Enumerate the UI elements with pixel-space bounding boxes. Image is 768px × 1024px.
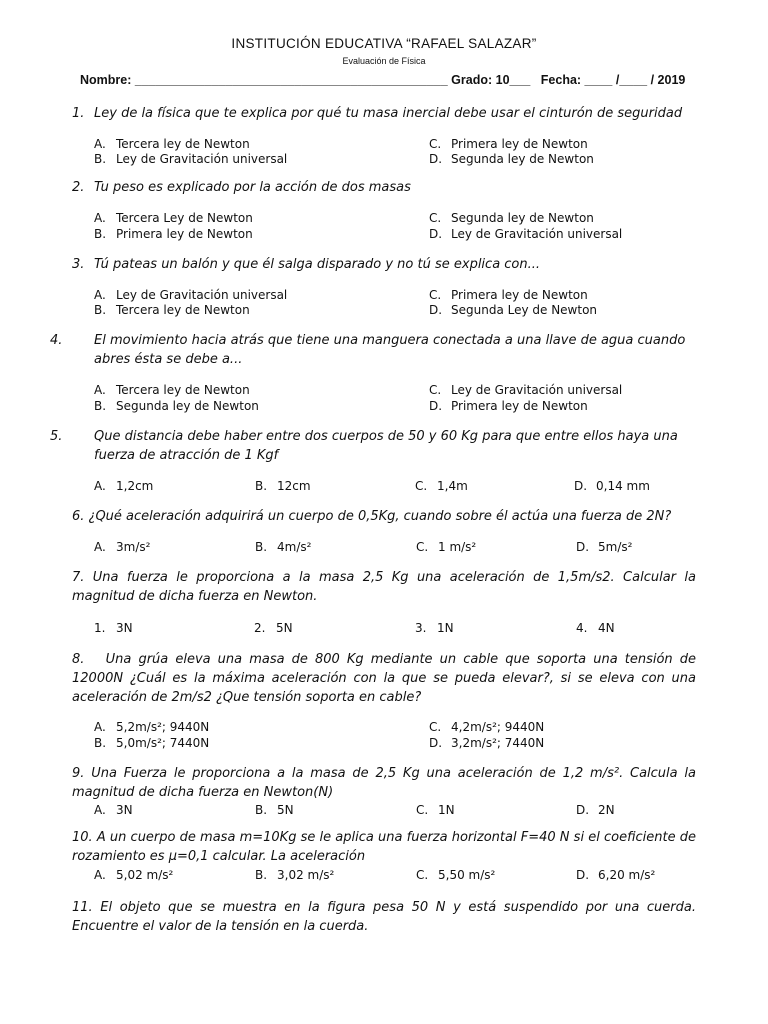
- option-2a: [94, 211, 253, 226]
- option-text: Tercera ley de Newton: [116, 303, 250, 317]
- option-text: Ley de Gravitación universal: [451, 383, 623, 397]
- option-6a: [94, 540, 150, 555]
- question-text: Una grúa eleva una masa de 800 Kg mediante un cable que soporta una tensión de 12000N ¿Cuál es la máxima aceleración con la que se pueda elevar?, si se eleva con una aceleración de 2m/s2 ¿Que tensión soporta en cable?: [72, 652, 696, 705]
- option-letter: C.: [429, 720, 442, 734]
- option-text: 12cm: [277, 479, 311, 493]
- question-3: [72, 255, 696, 274]
- option-text: Segunda ley de Newton: [451, 152, 594, 166]
- option-letter: 3.: [415, 621, 427, 635]
- option-letter: A.: [94, 540, 106, 554]
- question-4: [50, 331, 696, 369]
- option-text: 4m/s²: [277, 540, 312, 554]
- option-letter: C.: [429, 137, 442, 151]
- option-6d: [576, 540, 632, 555]
- question-7: [72, 568, 696, 606]
- option-5c: [415, 479, 468, 494]
- option-letter: A.: [94, 479, 106, 493]
- option-letter: B.: [255, 868, 268, 882]
- option-letter: B.: [255, 540, 268, 554]
- option-letter: A.: [94, 211, 106, 225]
- option-6b: [255, 540, 311, 555]
- question-text: Tú pateas un balón y que él salga disparado y no tú se explica con...: [94, 257, 541, 272]
- question-number: 11.: [72, 900, 93, 915]
- question-8: [72, 650, 696, 707]
- option-text: 5,02 m/s²: [116, 868, 174, 882]
- option-text: 3,2m/s²; 7440N: [451, 736, 545, 750]
- option-text: Primera ley de Newton: [451, 288, 588, 302]
- option-text: 1,4m: [437, 479, 468, 493]
- option-letter: B.: [94, 399, 107, 413]
- question-number: 6.: [72, 509, 85, 524]
- option-letter: B.: [94, 152, 107, 166]
- option-text: 5,2m/s²; 9440N: [116, 720, 210, 734]
- option-7-4: [576, 621, 615, 636]
- option-letter: C.: [416, 868, 429, 882]
- option-1c: [429, 137, 588, 152]
- question-number: 3.: [72, 257, 85, 272]
- option-letter: A.: [94, 868, 106, 882]
- option-text: 1N: [437, 621, 454, 635]
- option-9d: [576, 803, 615, 818]
- option-4c: [429, 383, 622, 398]
- option-text: 1 m/s²: [438, 540, 477, 554]
- option-1d: [429, 152, 594, 167]
- option-text: Primera ley de Newton: [116, 227, 253, 241]
- option-letter: D.: [429, 303, 443, 317]
- option-text: Segunda ley de Newton: [116, 399, 259, 413]
- option-letter: A.: [94, 803, 106, 817]
- option-7-1: [94, 621, 133, 636]
- option-letter: A.: [94, 383, 106, 397]
- option-letter: A.: [94, 720, 106, 734]
- question-11: [72, 898, 696, 936]
- option-3d: [429, 303, 597, 318]
- option-text: Segunda Ley de Newton: [451, 303, 598, 317]
- question-9: [72, 764, 696, 802]
- option-letter: D.: [576, 803, 590, 817]
- option-text: 3N: [116, 803, 133, 817]
- option-letter: D.: [576, 868, 590, 882]
- option-text: Tercera ley de Newton: [116, 137, 250, 151]
- question-2: [72, 178, 696, 197]
- option-letter: C.: [429, 383, 442, 397]
- option-8d: [429, 736, 544, 751]
- option-4d: [429, 399, 588, 414]
- option-5b: [255, 479, 311, 494]
- option-10b: [255, 868, 334, 883]
- option-letter: C.: [415, 479, 428, 493]
- option-1a: [94, 137, 250, 152]
- student-info-line: Nombre: _____________________________________________ Grado: 10___ Fecha: ____ /____ / 2019: [80, 73, 686, 87]
- option-letter: 2.: [254, 621, 266, 635]
- option-letter: A.: [94, 137, 106, 151]
- option-9b: [255, 803, 294, 818]
- option-4a: [94, 383, 250, 398]
- option-letter: C.: [429, 211, 442, 225]
- option-5d: [574, 479, 650, 494]
- option-2c: [429, 211, 594, 226]
- option-text: Tercera ley de Newton: [116, 383, 250, 397]
- option-letter: B.: [94, 227, 107, 241]
- question-text: A un cuerpo de masa m=10Kg se le aplica una fuerza horizontal F=40 N si el coeficiente de rozamiento es μ=0,1 calcular. La aceleración: [72, 830, 696, 864]
- question-number: 10.: [72, 830, 93, 845]
- option-letter: D.: [429, 736, 443, 750]
- question-text: Que distancia debe haber entre dos cuerpos de 50 y 60 Kg para que entre ellos haya una fuerza de atracción de 1 Kgf: [94, 429, 678, 463]
- question-text: Ley de la física que te explica por qué tu masa inercial debe usar el cinturón de seguridad: [94, 106, 683, 121]
- option-text: 3,02 m/s²: [277, 868, 335, 882]
- option-text: 2N: [598, 803, 615, 817]
- option-text: Ley de Gravitación universal: [116, 152, 288, 166]
- option-letter: B.: [94, 736, 107, 750]
- option-3a: [94, 288, 287, 303]
- option-letter: D.: [574, 479, 588, 493]
- option-letter: 1.: [94, 621, 106, 635]
- option-8b: [94, 736, 209, 751]
- option-7-3: [415, 621, 454, 636]
- question-text: Una Fuerza le proporciona a la masa de 2,5 Kg una aceleración de 1,2 m/s². Calcula la magnitud de dicha fuerza en Newton(N): [72, 766, 696, 800]
- question-number: 8.: [72, 652, 85, 667]
- question-text: El objeto que se muestra en la figura pesa 50 N y está suspendido por una cuerda. Encuentre el valor de la tensión en la cuerda.: [72, 900, 696, 934]
- question-text: Una fuerza le proporciona a la masa 2,5 Kg una aceleración de 1,5m/s2. Calcular la magnitud de dicha fuerza en Newton.: [72, 570, 696, 604]
- question-number: 5.: [50, 429, 63, 444]
- option-5a: [94, 479, 153, 494]
- option-letter: D.: [576, 540, 590, 554]
- option-4b: [94, 399, 259, 414]
- option-text: Primera ley de Newton: [451, 137, 588, 151]
- option-text: Ley de Gravitación universal: [451, 227, 623, 241]
- option-2d: [429, 227, 622, 242]
- option-9c: [416, 803, 455, 818]
- option-letter: C.: [429, 288, 442, 302]
- question-6: [72, 507, 696, 526]
- question-number: 2.: [72, 180, 85, 195]
- option-letter: 4.: [576, 621, 588, 635]
- question-10: [72, 828, 696, 866]
- option-3c: [429, 288, 588, 303]
- option-9a: [94, 803, 133, 818]
- option-letter: D.: [429, 152, 443, 166]
- option-text: 5,0m/s²; 7440N: [116, 736, 210, 750]
- option-text: Ley de Gravitación universal: [116, 288, 288, 302]
- option-letter: B.: [255, 803, 268, 817]
- option-text: 3N: [116, 621, 133, 635]
- option-text: Primera ley de Newton: [451, 399, 588, 413]
- option-10d: [576, 868, 655, 883]
- question-number: 4.: [50, 333, 63, 348]
- option-8c: [429, 720, 544, 735]
- option-text: 1,2cm: [116, 479, 154, 493]
- option-text: 6,20 m/s²: [598, 868, 656, 882]
- question-text: Tu peso es explicado por la acción de dos masas: [94, 180, 411, 195]
- question-text: El movimiento hacia atrás que tiene una manguera conectada a una llave de agua cuando abres ésta se debe a...: [94, 333, 686, 367]
- question-1: [72, 104, 696, 123]
- institution-title: INSTITUCIÓN EDUCATIVA “RAFAEL SALAZAR”: [231, 36, 537, 51]
- question-5: [50, 427, 696, 465]
- option-letter: B.: [255, 479, 268, 493]
- option-text: 3m/s²: [116, 540, 151, 554]
- option-6c: [416, 540, 476, 555]
- exam-subtitle: Evaluación de Física: [342, 56, 426, 66]
- option-letter: A.: [94, 288, 106, 302]
- option-text: 5,50 m/s²: [438, 868, 496, 882]
- option-letter: D.: [429, 227, 443, 241]
- option-letter: C.: [416, 803, 429, 817]
- option-10a: [94, 868, 173, 883]
- option-text: Segunda ley de Newton: [451, 211, 594, 225]
- option-text: 0,14 mm: [596, 479, 650, 493]
- option-text: 4,2m/s²; 9440N: [451, 720, 545, 734]
- option-2b: [94, 227, 253, 242]
- option-letter: C.: [416, 540, 429, 554]
- option-10c: [416, 868, 495, 883]
- option-letter: B.: [94, 303, 107, 317]
- question-number: 7.: [72, 570, 85, 585]
- option-1b: [94, 152, 287, 167]
- option-7-2: [254, 621, 293, 636]
- option-text: Tercera Ley de Newton: [116, 211, 253, 225]
- option-text: 1N: [438, 803, 455, 817]
- option-text: 5N: [277, 803, 294, 817]
- option-text: 5N: [276, 621, 293, 635]
- option-text: 5m/s²: [598, 540, 633, 554]
- option-text: 4N: [598, 621, 615, 635]
- question-number: 9.: [72, 766, 85, 781]
- option-letter: D.: [429, 399, 443, 413]
- question-text: ¿Qué aceleración adquirirá un cuerpo de 0,5Kg, cuando sobre él actúa una fuerza de 2N?: [88, 509, 672, 524]
- option-8a: [94, 720, 209, 735]
- question-number: 1.: [72, 106, 85, 121]
- option-3b: [94, 303, 250, 318]
